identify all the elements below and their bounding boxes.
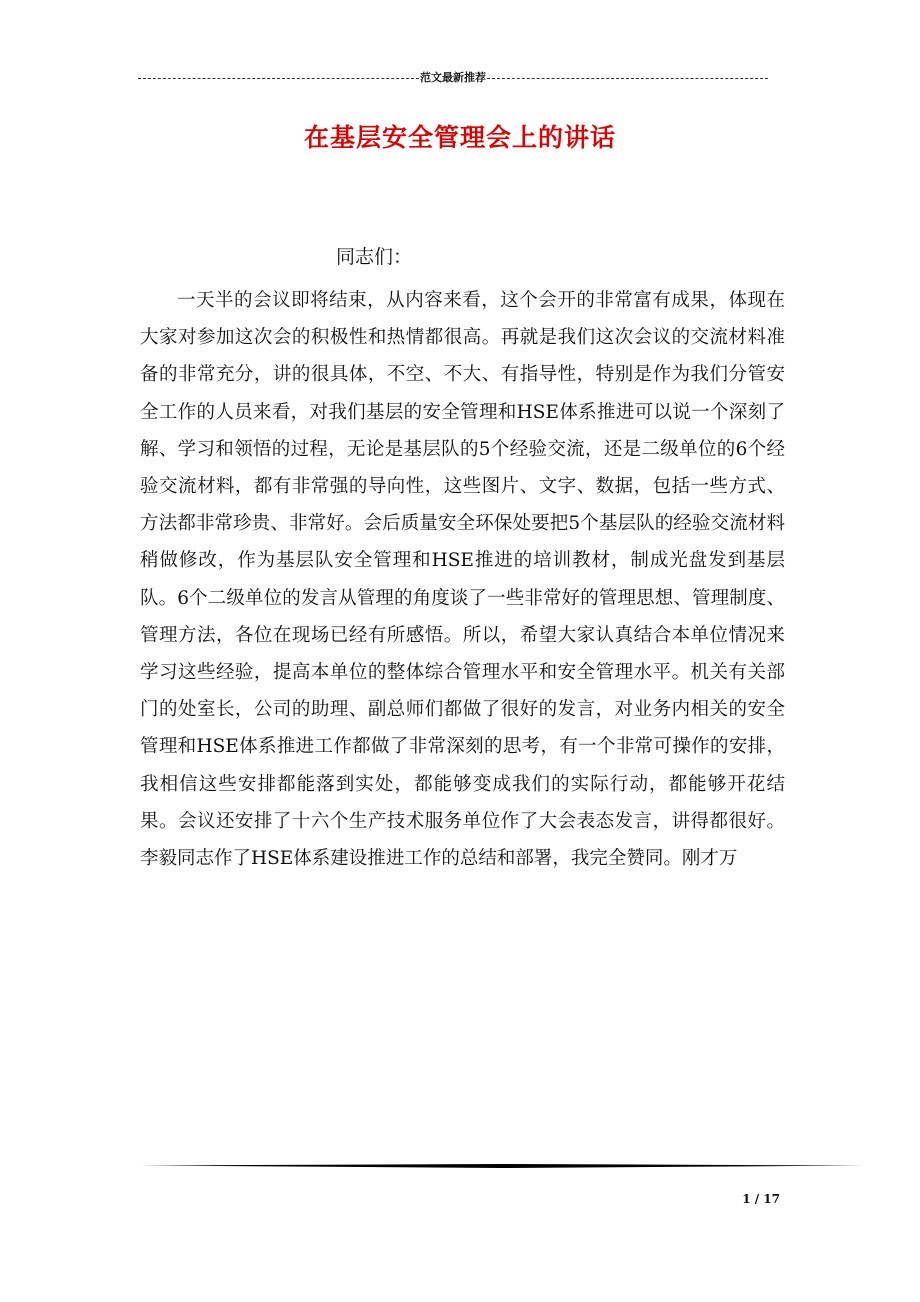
body-paragraph: 一天半的会议即将结束，从内容来看，这个会开的非常富有成果，体现在大家对参加这次会的积极性和热情都很高。再就是我们这次会议的交流材料准备的非常充分，讲的很具体，不空、不大、有指导性，特别是作为我们分管安全工作的人员来看，对我们基层的安全管理和HSE体系推进可以说一个深刻了解、学习和领悟的过程，无论是基层队的5个经验交流，还是二级单位的6个经验交流材料，都有非常强的导向性，这些图片、文字、数据，包括一些方式、方法都非常珍贵、非常好。会后质量安全环保处要把5个基层队的经验交流材料稍做修改，作为基层队安全管理和HSE推进的培训教材，制成光盘发到基层队。6个二级单位的发言从管理的角度谈了一些非常好的管理思想、管理制度、管理方法，各位在现场已经有所感悟。所以，希望大家认真结合本单位情况来学习这些经验，提高本单位的整体综合管理水平和安全管理水平。机关有关部门的处室长，公司的助理、副总师们都做了很好的发言，对业务内相关的安全管理和HSE体系推进工作都做了非常深刻的思考，有一个非常可操作的安排，我相信这些安排都能落到实处，都能够变成我们的实际行动，都能够开花结果。会议还安排了十六个生产技术服务单位作了大会表态发言，讲得都很好。李毅同志作了HSE体系建设推进工作的总结和部署，我完全赞同。刚才万: [140, 290, 785, 870]
header-label: 范文最新推荐: [420, 71, 486, 84]
document-title: 在基层安全管理会上的讲话: [303, 123, 616, 152]
header-dashes-left: [138, 78, 419, 79]
page-header: [138, 68, 768, 86]
salutation: 同志们：: [336, 246, 413, 268]
footer-rule: [140, 1164, 864, 1168]
header-dashes-right: [487, 78, 768, 79]
page-number: 1 / 17: [742, 1192, 780, 1206]
